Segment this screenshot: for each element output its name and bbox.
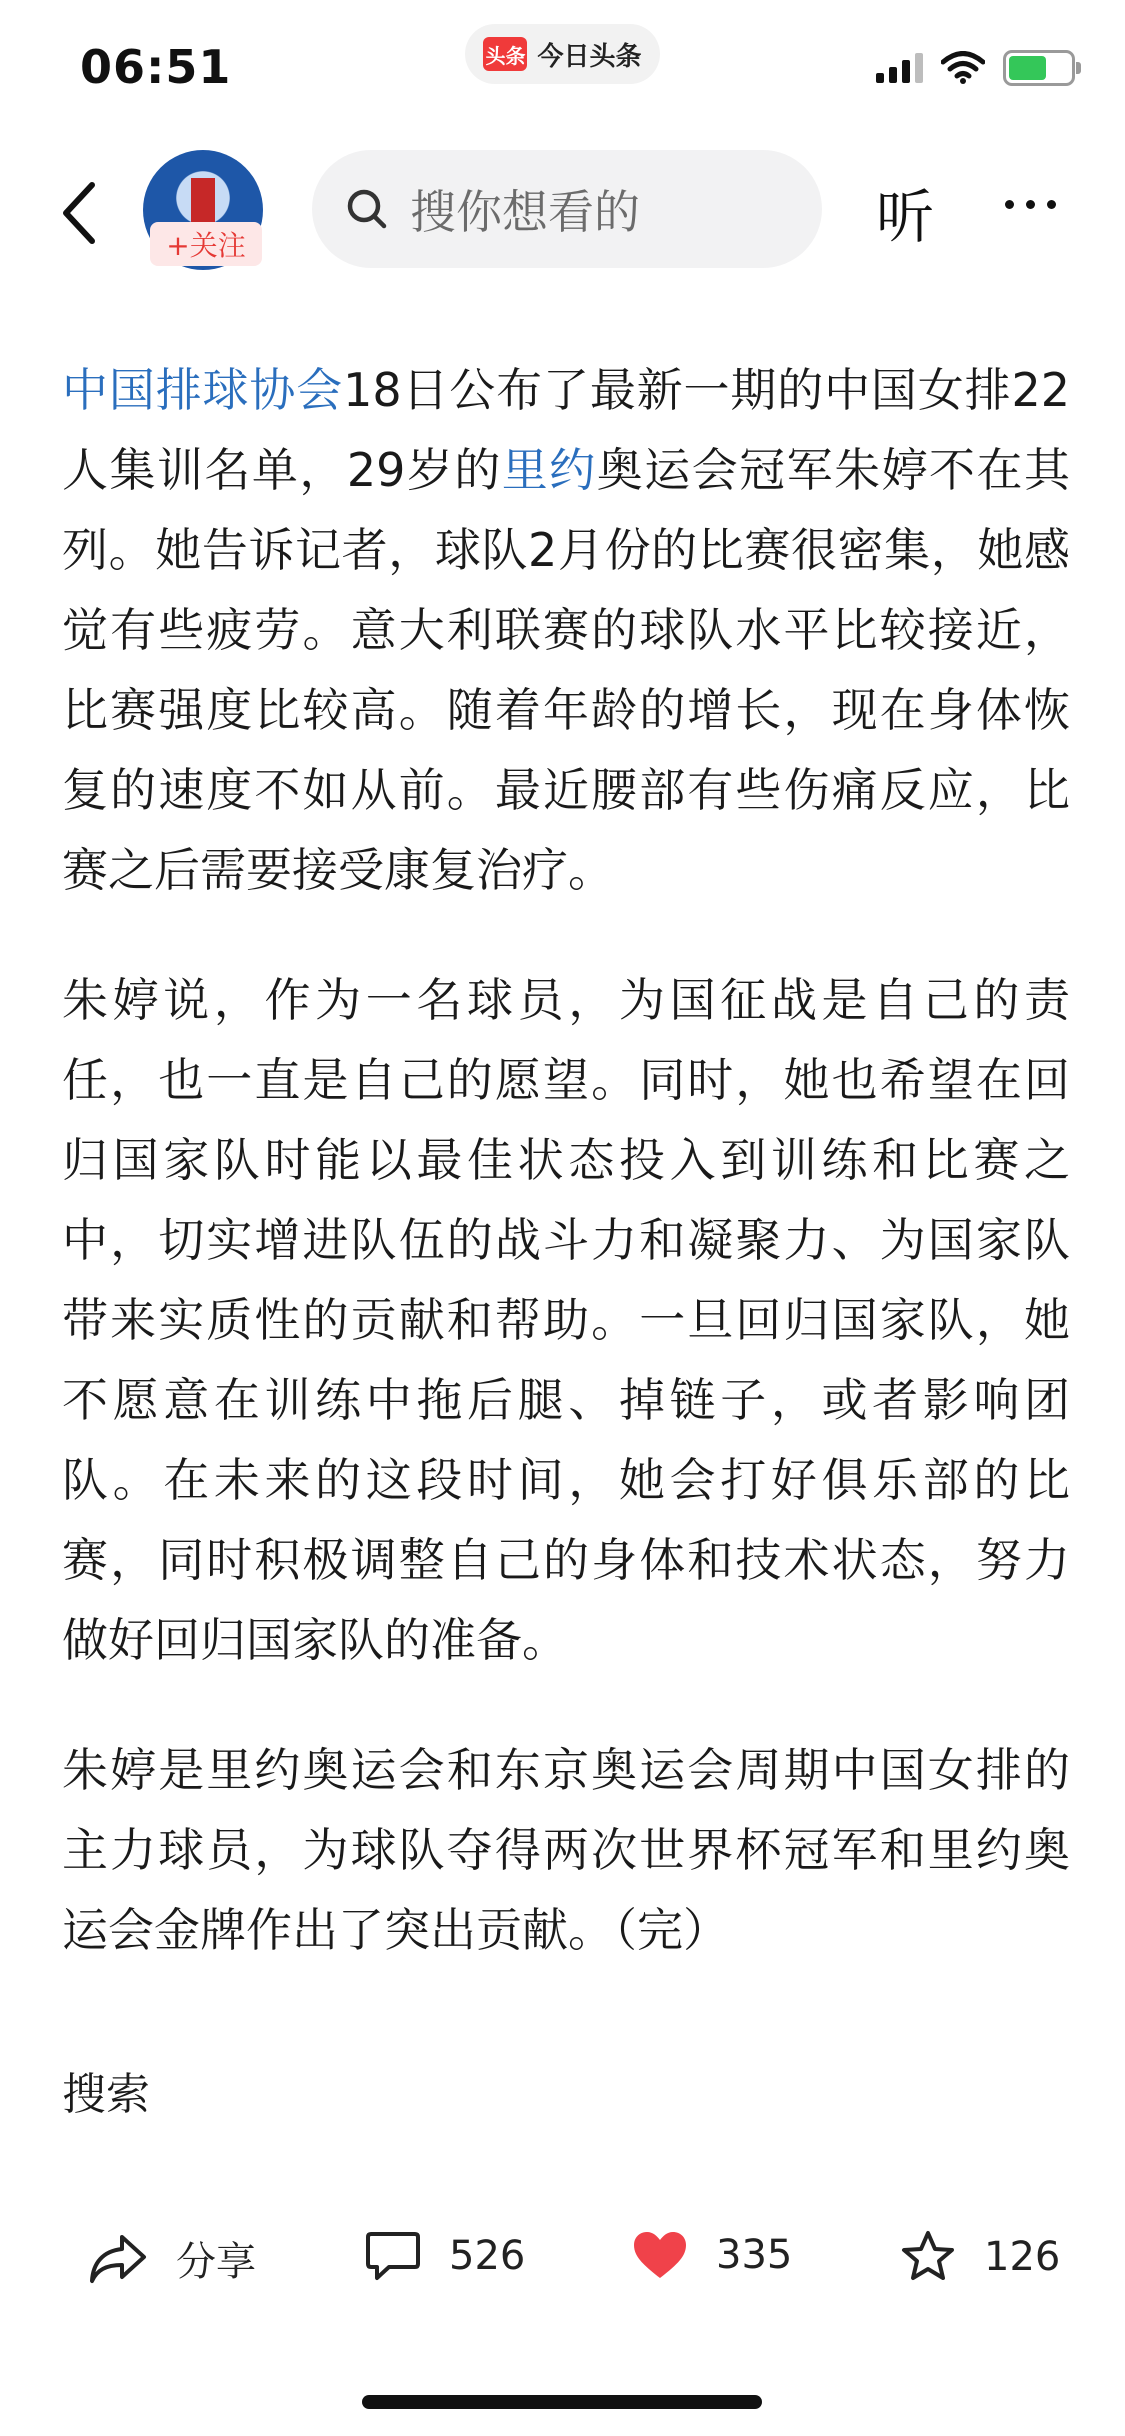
comment-count: 526 bbox=[449, 2233, 526, 2279]
like-count: 335 bbox=[716, 2232, 793, 2278]
favorite-button[interactable] bbox=[900, 2230, 1060, 2284]
chevron-left-icon[interactable] bbox=[48, 178, 108, 248]
search-input[interactable] bbox=[312, 150, 822, 268]
article-paragraph-1 bbox=[62, 350, 1070, 910]
link-rio[interactable]: 里约 bbox=[501, 443, 597, 497]
comment-button[interactable] bbox=[365, 2230, 525, 2282]
article-paragraph-2: 朱婷说，作为一名球员，为国征战是自己的责任，也一直是自己的愿望。同时，她也希望在回归国家队时能以最佳状态投入到训练和比赛之中，切实增进队伍的战斗力和凝聚力、为国家队带来实质性的贡献和帮助。一旦回归国家队，她不愿意在训练中拖后腿、掉链子，或者影响团队。在未来的这段时间，她会打好俱乐部的比赛，同时积极调整自己的身体和技术状态，努力做好回归国家队的准备。 bbox=[62, 973, 1070, 1667]
battery-icon bbox=[1003, 50, 1075, 86]
article-paragraph-3: 朱婷是里约奥运会和东京奥运会周期中国女排的主力球员，为球队夺得两次世界杯冠军和里约奥运会金牌作出了突出贡献。（完） bbox=[62, 1743, 1070, 1957]
home-indicator[interactable] bbox=[362, 2395, 762, 2409]
share-icon bbox=[88, 2233, 148, 2285]
like-button[interactable] bbox=[632, 2230, 792, 2280]
link-volleyball-association[interactable]: 中国排球协会 bbox=[62, 363, 344, 417]
comment-icon bbox=[365, 2230, 421, 2282]
app-indicator[interactable] bbox=[465, 24, 660, 84]
status-bar bbox=[0, 0, 1125, 140]
bottom-action-bar bbox=[0, 2210, 1125, 2320]
app-name: 今日头条 bbox=[537, 41, 642, 72]
share-label: 分享 bbox=[176, 2239, 256, 2285]
share-button[interactable] bbox=[88, 2230, 256, 2287]
paragraph-1-text-a: 18日公布了最新一期的中国女排22人集训名单，29岁的 bbox=[62, 363, 1070, 497]
listen-button[interactable]: 听 bbox=[876, 183, 935, 251]
heart-icon bbox=[632, 2230, 688, 2280]
search-section-title: 搜索 bbox=[62, 2069, 150, 2120]
follow-button[interactable]: +关注 bbox=[150, 222, 262, 266]
article-body bbox=[62, 350, 1070, 2020]
search-placeholder: 搜你想看的 bbox=[410, 185, 640, 239]
favorite-count: 126 bbox=[984, 2234, 1061, 2280]
star-icon bbox=[900, 2230, 956, 2284]
nav-bar bbox=[0, 140, 1125, 280]
status-time: 06:51 bbox=[80, 40, 232, 94]
signal-icon bbox=[876, 53, 923, 83]
status-icons bbox=[876, 50, 1075, 86]
paragraph-1-text-b: 奥运会冠军朱婷不在其列。她告诉记者，球队2月份的比赛很密集，她感觉有些疲劳。意大利联赛的球队水平比较接近，比赛强度比较高。随着年龄的增长，现在身体恢复的速度不如从前。最近腰部有些伤痛反应，比赛之后需要接受康复治疗。 bbox=[62, 443, 1071, 897]
more-icon[interactable] bbox=[1005, 200, 1056, 209]
wifi-icon bbox=[941, 51, 985, 85]
app-logo-icon: 头条 bbox=[483, 37, 527, 71]
search-icon bbox=[346, 188, 388, 230]
